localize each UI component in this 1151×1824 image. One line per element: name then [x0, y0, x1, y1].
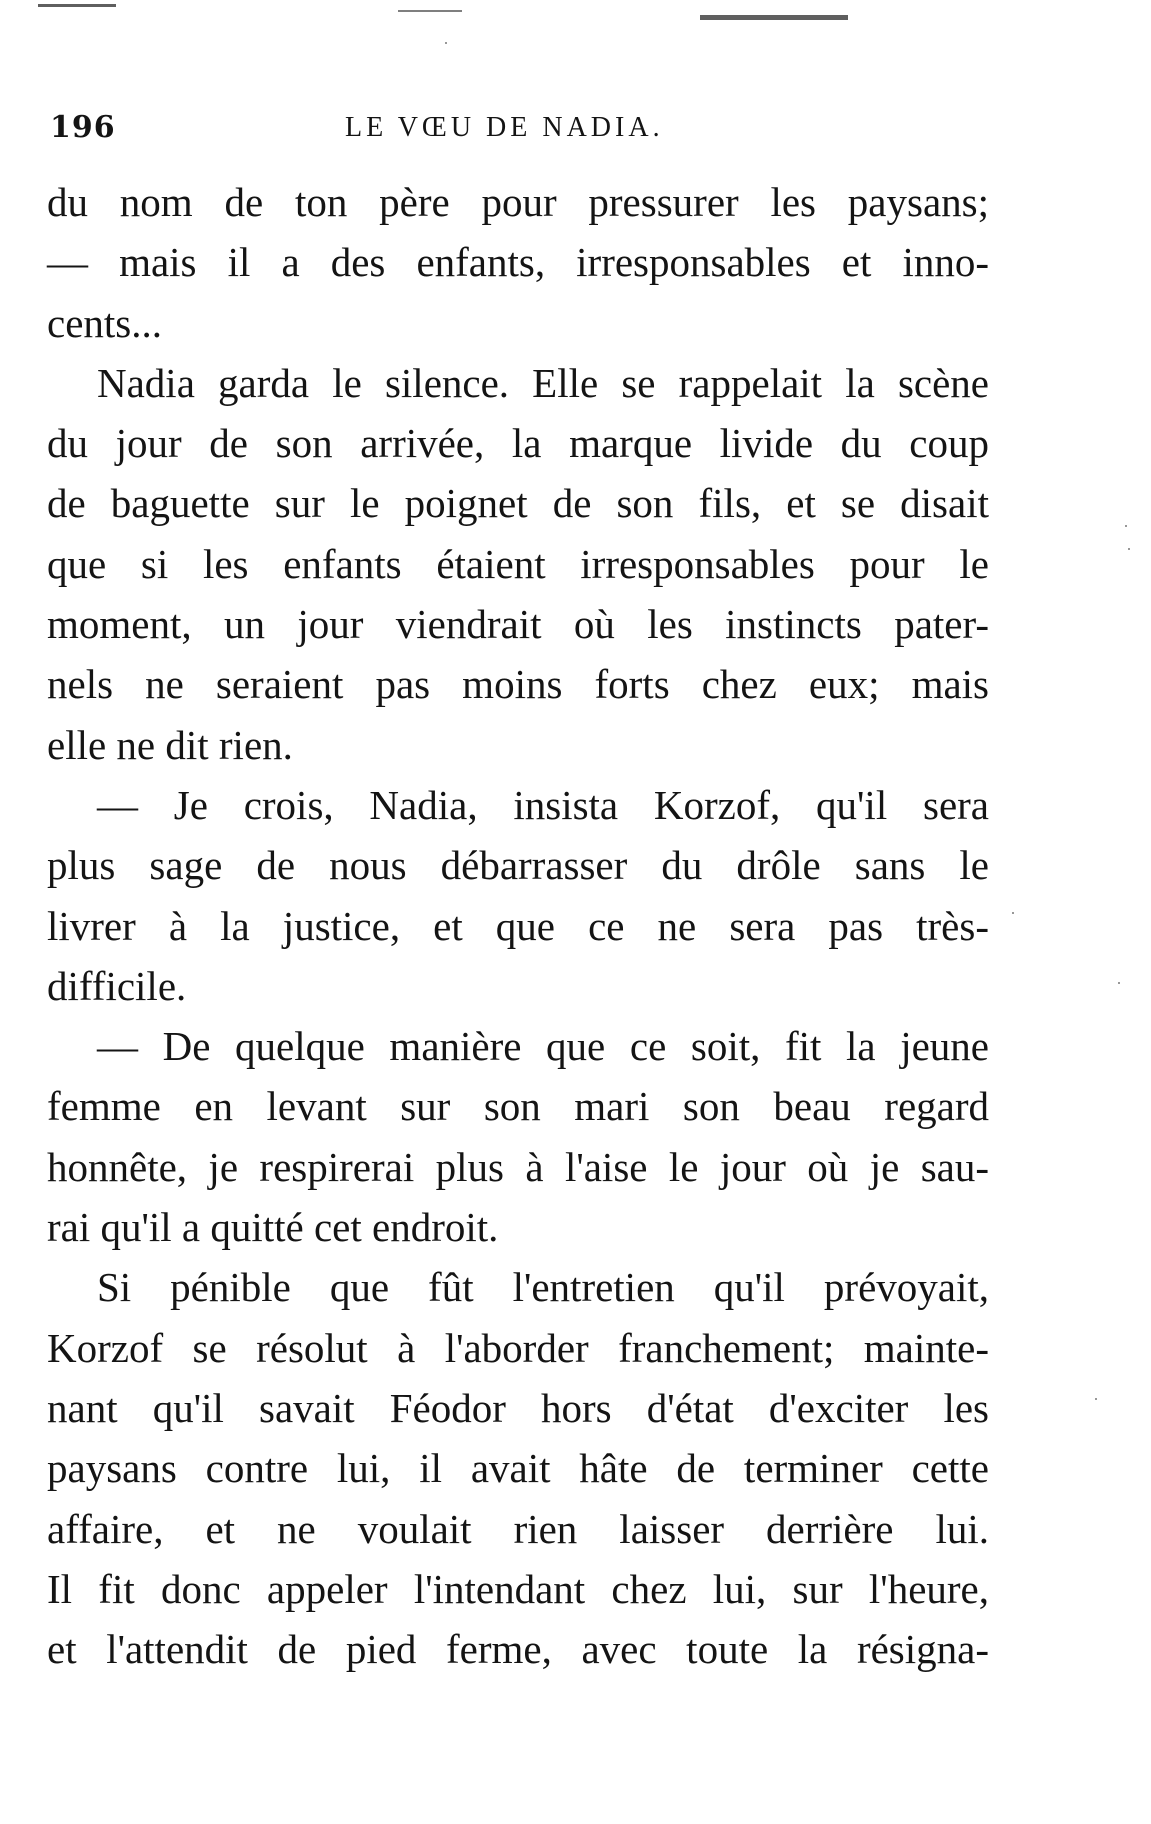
text-line: que si les enfants étaient irresponsables pour le: [47, 540, 989, 587]
scan-artifact: [398, 10, 462, 12]
text-line: livrer à la justice, et que ce ne sera pas très-: [47, 902, 989, 949]
paragraph: [47, 775, 989, 1016]
text-line: Il fit donc appeler l'intendant chez lui, sur l'heure,: [47, 1565, 989, 1612]
text-line: paysans contre lui, il avait hâte de terminer cette: [47, 1445, 989, 1492]
text-line: — mais il a des enfants, irresponsables et inno-: [47, 239, 989, 286]
text-line: femme en levant sur son mari son beau regard: [47, 1083, 989, 1130]
text-line: Si pénible que fût l'entretien qu'il prévoyait,: [97, 1264, 989, 1311]
text-line: du jour de son arrivée, la marque livide du coup: [47, 420, 989, 467]
paragraph: [47, 353, 989, 775]
scan-speck: [1118, 982, 1120, 984]
scan-speck: [1125, 525, 1127, 527]
text-line: nels ne seraient pas moins forts chez eux; mais: [47, 661, 989, 708]
text-line: du nom de ton père pour pressurer les paysans;: [47, 179, 989, 225]
text-line: cents...: [47, 299, 162, 346]
text-line: difficile.: [47, 962, 187, 1009]
scan-speck: [1012, 912, 1014, 914]
text-line: plus sage de nous débarrasser du drôle sans le: [47, 842, 989, 889]
running-title: LE VŒU DE NADIA.: [345, 112, 664, 143]
text-line: affaire, et ne voulait rien laisser derrière lui.: [47, 1505, 989, 1552]
text-line: de baguette sur le poignet de son fils, et se disait: [47, 480, 989, 527]
paragraph: [47, 1016, 989, 1257]
page-number: 196: [50, 110, 116, 145]
body-text: [47, 172, 989, 1679]
scan-artifact: [700, 15, 848, 20]
scan-artifact: [38, 4, 116, 7]
page-header: [50, 110, 990, 152]
text-line: rai qu'il a quitté cet endroit.: [47, 1204, 499, 1251]
text-line: — De quelque manière que ce soit, fit la jeune: [97, 1023, 989, 1070]
text-line: et l'attendit de pied ferme, avec toute la résigna-: [47, 1626, 989, 1673]
text-line: moment, un jour viendrait où les instincts pater-: [47, 601, 989, 648]
scan-speck: [1128, 548, 1130, 550]
scan-speck: [1095, 1398, 1097, 1400]
text-line: nant qu'il savait Féodor hors d'état d'exciter les: [47, 1384, 989, 1431]
paragraph: [47, 172, 989, 353]
text-line: — Je crois, Nadia, insista Korzof, qu'il sera: [97, 781, 989, 828]
text-line: honnête, je respirerai plus à l'aise le jour où je sau-: [47, 1143, 989, 1190]
text-line: Nadia garda le silence. Elle se rappelait la scène: [97, 359, 989, 406]
text-line: Korzof se résolut à l'aborder franchement; mainte-: [47, 1324, 989, 1371]
paragraph: [47, 1257, 989, 1679]
text-line: elle ne dit rien.: [47, 721, 293, 768]
scan-speck: [445, 42, 447, 44]
